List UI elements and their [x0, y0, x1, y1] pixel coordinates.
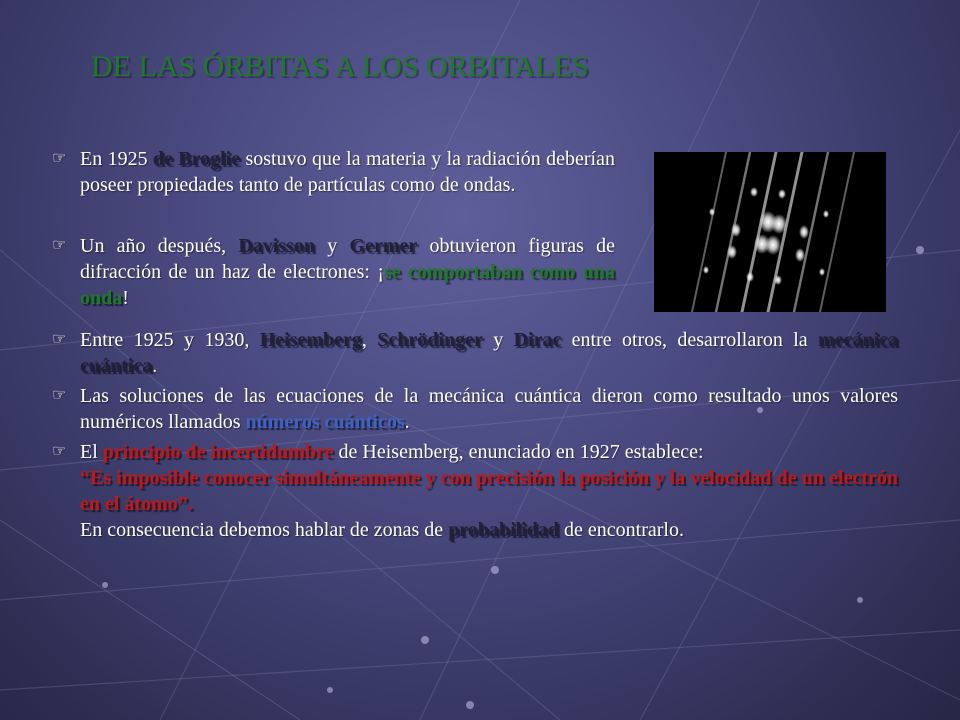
term-quantum-mechanics: mecánica cuántica [80, 329, 899, 377]
term-probability: probabilidad [448, 519, 559, 541]
conclusion-line: En consecuencia debemos hablar de zonas de probabilidad de encontrarlo. [80, 519, 684, 541]
name-schrodinger: Schrödinger [377, 329, 483, 351]
name-davisson: Davisson [238, 235, 316, 257]
bullet-quantum-numbers: Las soluciones de las ecuaciones de la mecánica cuántica dieron como resultado unos valores numéricos llamados números cuánticos. [80, 385, 898, 433]
pointing-hand-icon: ☞ [52, 387, 67, 404]
name-heisemberg: Heisemberg [259, 329, 362, 351]
slide-title: DE LAS ÓRBITAS A LOS ORBITALES [91, 50, 589, 83]
electron-diffraction-image [654, 152, 886, 312]
pointing-hand-icon: ☞ [52, 443, 67, 460]
uncertainty-quote: “Es imposible conocer simultáneamente y con precisión la posición y la velocidad de un electrón en el átomo”. [80, 467, 898, 515]
name-de-broglie: de Broglie [152, 148, 241, 170]
bullet-de-broglie: En 1925 de Broglie sostuvo que la materia y la radiación deberían poseer propiedades tanto de partículas como de ondas. [80, 148, 615, 196]
uncertainty-intro: El principio de incertidumbre de Heisemberg, enunciado en 1927 establece: [80, 441, 704, 463]
bullet-uncertainty-principle [80, 439, 898, 543]
bullet-quantum-mechanics: Entre 1925 y 1930, Heisemberg, Schrödinger y Dirac entre otros, desarrollaron la mecánica cuántica. [80, 329, 899, 377]
name-germer: Germer [349, 235, 418, 257]
emphasis-wave-behavior: se comportaban como una onda [80, 261, 615, 309]
pointing-hand-icon: ☞ [52, 150, 67, 167]
term-quantum-numbers: números cuánticos [245, 411, 405, 433]
pointing-hand-icon: ☞ [52, 237, 67, 254]
bullet-davisson-germer: Un año después, Davisson y Germer obtuvieron figuras de difracción de un haz de electrones: ¡se comportaban como una onda! [80, 235, 616, 309]
pointing-hand-icon: ☞ [52, 331, 67, 348]
name-dirac: Dirac [513, 329, 562, 351]
term-uncertainty-principle: principio de incertidumbre [102, 441, 334, 463]
